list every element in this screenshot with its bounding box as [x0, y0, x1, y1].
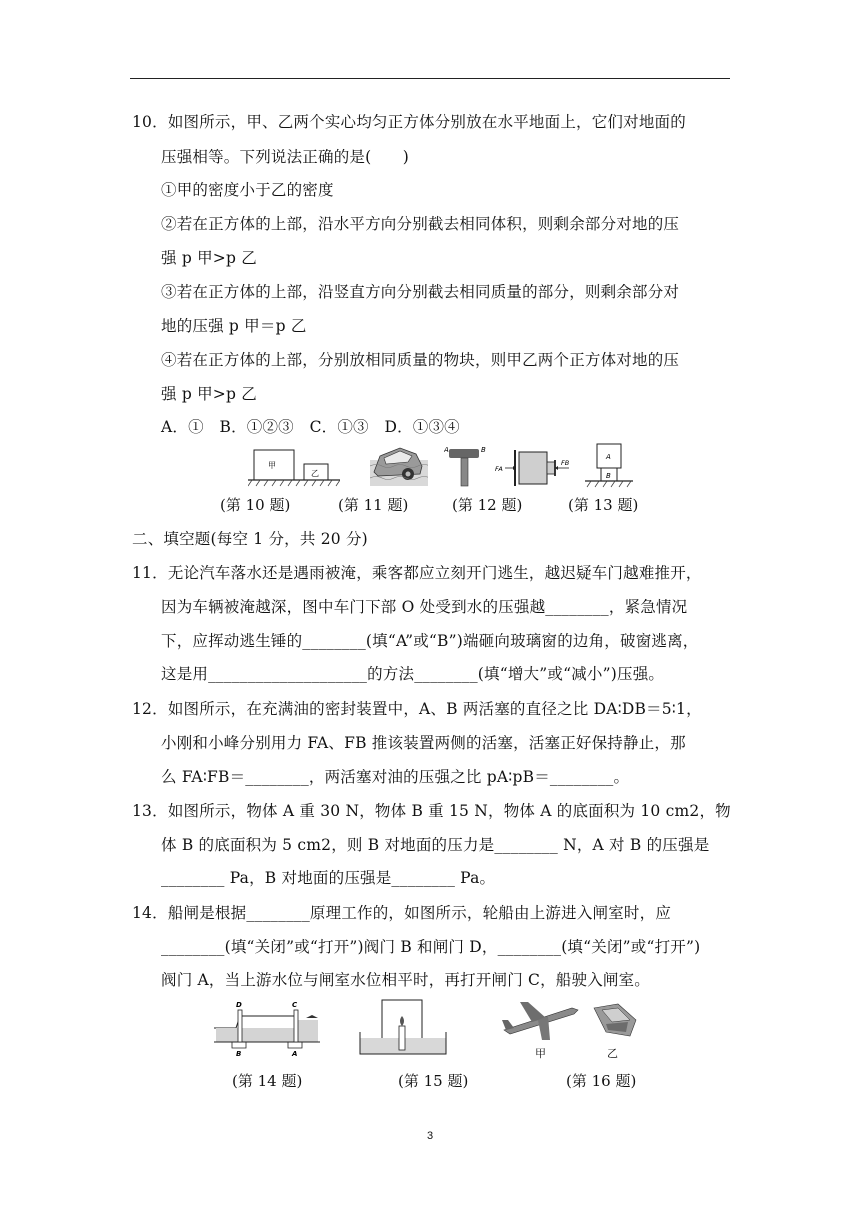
q11-line1: 11．无论汽车落水还是遇雨被淹，乘客都应立刻开门逃生，越迟疑车门越难推开，	[132, 564, 702, 582]
q12-line1: 12．如图所示，在充满油的密封装置中，A、B 两活塞的直径之比 DA∶DB＝5∶1，	[132, 700, 702, 718]
fig14-label-c: C	[292, 1001, 298, 1009]
fig16-wing-yi	[590, 1002, 640, 1040]
fig12-label-a: A	[444, 446, 449, 454]
fig12-label-fb: FB	[561, 459, 570, 467]
q14-line3: 阀门 A，当上游水位与闸室水位相平时，再打开闸门 C，船驶入闸室。	[161, 971, 651, 989]
q10-option3a: ③若在正方体的上部，沿竖直方向分别截去相同质量的部分，则剩余部分对	[161, 283, 680, 301]
caption-fig11: (第 11 题)	[338, 496, 409, 514]
q11-line2: 因为车辆被淹越深，图中车门下部 O 处受到水的压强越________，紧急情况	[161, 598, 688, 616]
fig12-oil-device	[495, 448, 573, 488]
caption-fig10: (第 10 题)	[220, 496, 291, 514]
q10-choices: A．① B．①②③ C．①③ D．①③④	[161, 418, 460, 436]
fig11-car-in-water	[370, 442, 428, 488]
caption-fig16: (第 16 题)	[566, 1072, 637, 1090]
fig10-cubes	[248, 446, 340, 488]
fig16-label-jia: 甲	[535, 1047, 546, 1060]
fig13-label-b: B	[606, 472, 611, 480]
section2-heading: 二、填空题(每空 1 分，共 20 分)	[132, 530, 368, 548]
header-rule	[130, 78, 730, 79]
fig15-candle-jar	[358, 998, 448, 1060]
fig13-stacked-blocks	[585, 442, 633, 490]
q10-option1: ①甲的密度小于乙的密度	[161, 181, 334, 199]
q13-line3: ________ Pa，B 对地面的压强是________ Pa。	[161, 869, 496, 887]
q11-line4: 这是用____________________的方法________(填“增大”或“减小”)压强。	[161, 665, 665, 683]
caption-fig13: (第 13 题)	[568, 496, 639, 514]
q13-line2: 体 B 的底面积为 5 cm2，则 B 对地面的压力是________ N，A 对 B 的压强是	[161, 836, 710, 854]
q10-option4b: 强 p 甲>p 乙	[161, 385, 257, 403]
caption-fig14: (第 14 题)	[232, 1072, 303, 1090]
fig10-label-jia: 甲	[268, 461, 276, 470]
q10-option2b: 强 p 甲>p 乙	[161, 249, 257, 267]
fig13-label-a: A	[606, 453, 611, 461]
fig12-hammer	[444, 444, 494, 488]
q10-line1: 10．如图所示，甲、乙两个实心均匀正方体分别放在水平地面上，它们对地面的	[132, 113, 686, 131]
q10-option4a: ④若在正方体的上部，分别放相同质量的物块，则甲乙两个正方体对地的压	[161, 351, 680, 369]
q10-line2: 压强相等。下列说法正确的是( )	[161, 148, 409, 166]
fig16-label-yi: 乙	[607, 1047, 618, 1060]
q11-line3: 下，应挥动逃生锤的________(填“A”或“B”)端砸向玻璃窗的边角，破窗逃离，	[161, 632, 699, 650]
fig12-label-b: B	[481, 446, 486, 454]
fig14-label-b: B	[236, 1050, 242, 1058]
fig14-label-a: A	[292, 1050, 298, 1058]
page-number: 3	[426, 1130, 434, 1142]
caption-fig15: (第 15 题)	[398, 1072, 469, 1090]
fig14-ship-lock	[212, 998, 322, 1058]
q10-option2a: ②若在正方体的上部，沿水平方向分别截去相同体积，则剩余部分对地的压	[161, 215, 680, 233]
fig10-label-yi: 乙	[311, 469, 319, 478]
caption-fig12: (第 12 题)	[452, 496, 523, 514]
q12-line3: 么 FA∶FB＝________，两活塞对油的压强之比 pA∶pB＝________。	[161, 768, 630, 786]
fig12-label-fa: FA	[495, 465, 503, 473]
q14-line1: 14．船闸是根据________原理工作的，如图所示，轮船由上游进入闸室时，应	[132, 904, 672, 922]
fig14-label-d: D	[236, 1001, 242, 1009]
fig16-airplane-jia	[502, 1000, 580, 1042]
q12-line2: 小刚和小峰分别用力 FA、FB 推该装置两侧的活塞，活塞正好保持静止，那	[161, 734, 686, 752]
q14-line2: ________(填“关闭”或“打开”)阀门 B 和闸门 D，________(填“关闭”或“打开”)	[161, 938, 701, 956]
q13-line1: 13．如图所示，物体 A 重 30 N，物体 B 重 15 N，物体 A 的底面积为 10 cm2，物	[132, 802, 731, 820]
q10-option3b: 地的压强 p 甲＝p 乙	[161, 317, 307, 335]
